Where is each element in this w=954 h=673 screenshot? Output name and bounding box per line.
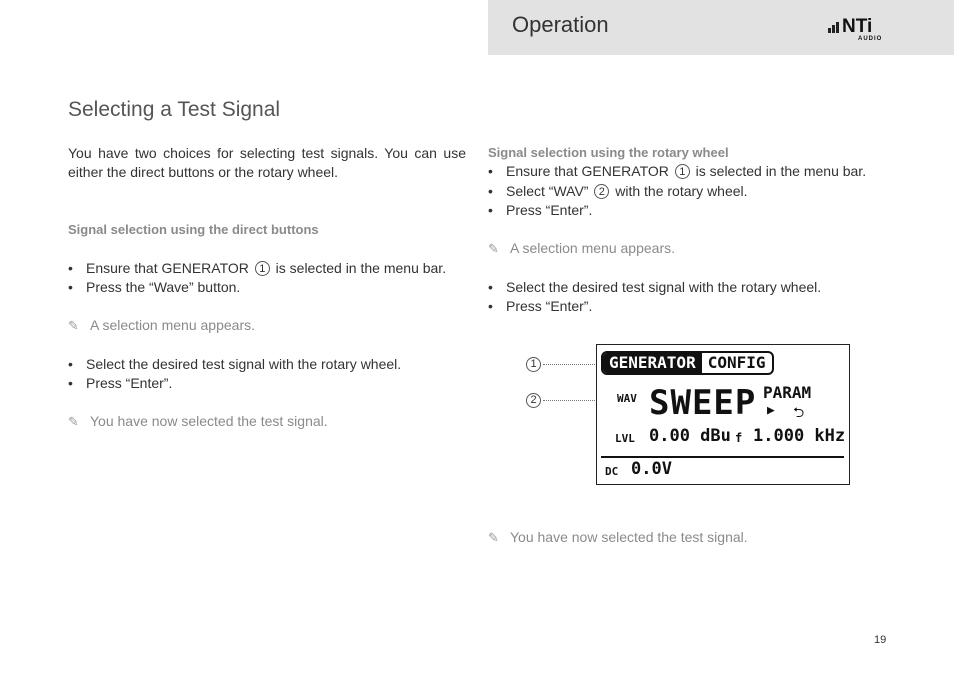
bullet-icon: • [68,356,73,372]
lcd-divider [601,456,844,458]
list-item: • Press “Enter”. [488,298,593,314]
lcd-menu-config: CONFIG [707,353,766,372]
callout-1-leader [543,364,599,365]
section-title: Operation [512,12,609,37]
lcd-lvl-value: 0.00 dBu [649,426,731,446]
lcd-dc-value: 0.0V [631,459,672,479]
ref-marker: 1 [675,164,690,179]
list-item: • Ensure that GENERATOR 1 is selected in the menu bar. [68,260,447,276]
result-note: ✎ You have now selected the test signal. [68,413,328,429]
lcd-param-label: PARAM [763,383,812,402]
list-item: • Press “Enter”. [68,375,173,391]
play-icon: ▶ [767,403,775,418]
bullet-icon: • [488,202,493,218]
lcd-dc-label: DC [605,465,619,478]
section-header [488,0,954,55]
page-heading: Selecting a Test Signal [68,98,281,121]
list-item: • Select the desired test signal with the rotary wheel. [68,356,402,372]
lcd-lvl-label: LVL [615,432,635,445]
lcd-wav-label: WAV [617,392,637,405]
result-note: ✎ A selection menu appears. [488,240,675,256]
list-item: • Select the desired test signal with the rotary wheel. [488,279,822,295]
result-note: ✎ A selection menu appears. [68,317,255,333]
list-item: • Press “Enter”. [488,202,593,218]
loop-icon: ⮌ [793,405,805,421]
bullet-icon: • [488,163,493,179]
lcd-screen [596,344,850,485]
bullet-icon: • [68,260,73,276]
bullet-icon: • [68,279,73,295]
bullet-icon: • [488,183,493,199]
lcd-f-label: f [735,431,743,445]
logo-subtext: AUDIO [858,36,883,42]
lcd-menu-bar [601,351,774,375]
lcd-menu-generator: GENERATOR [603,353,702,373]
pointing-hand-icon: ✎ [488,530,499,545]
page-number: 19 [874,634,887,646]
logo-text: NTi [842,16,873,37]
list-item: • Press the “Wave” button. [68,279,241,295]
ref-marker: 2 [594,184,609,199]
right-subheading: Signal selection using the rotary wheel [488,145,729,160]
pointing-hand-icon: ✎ [68,414,79,429]
callout-1: 1 [526,357,541,372]
nti-audio-logo [828,18,898,46]
bullet-icon: • [488,279,493,295]
result-note: ✎ You have now selected the test signal. [488,529,748,545]
callout-2: 2 [526,393,541,408]
pointing-hand-icon: ✎ [488,241,499,256]
left-subheading: Signal selection using the direct buttons [68,222,319,237]
lcd-wave-value: SWEEP [649,383,757,423]
list-item: • Ensure that GENERATOR 1 is selected in the menu bar. [488,163,867,179]
pointing-hand-icon: ✎ [68,318,79,333]
ref-marker: 1 [255,261,270,276]
intro-paragraph: You have two choices for selecting test signals. You can use either the direct buttons or the rotary wheel. [68,145,466,180]
bullet-icon: • [488,298,493,314]
list-item: • Select “WAV” 2 with the rotary wheel. [488,183,748,199]
lcd-f-value: 1.000 kHz [753,426,846,446]
bullet-icon: • [68,375,73,391]
